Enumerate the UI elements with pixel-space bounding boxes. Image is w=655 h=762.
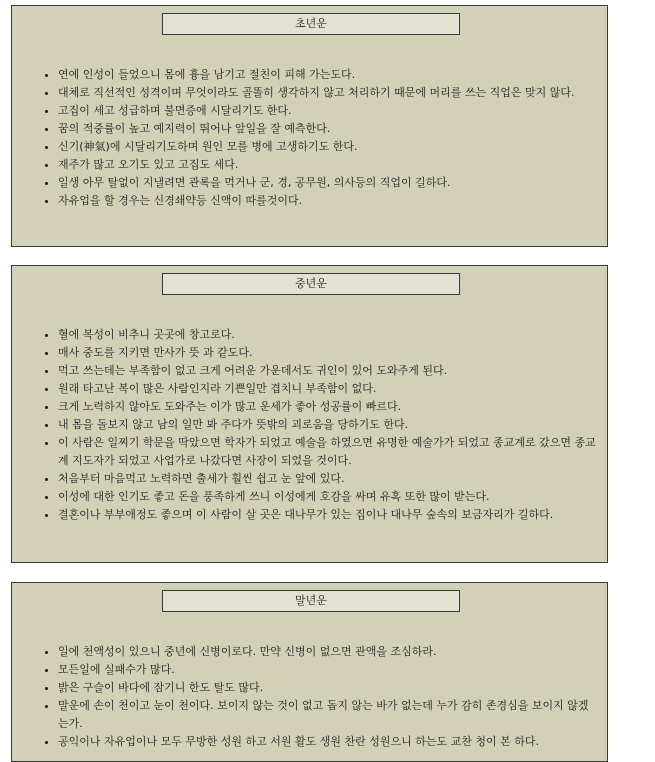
list-item: • 고집이 세고 성급하며 불면증에 시달리기도 한다. <box>58 102 599 120</box>
list-item: • 결혼이나 부부애정도 좋으며 이 사람이 살 곳은 대나무가 있는 집이나 대나무 숲속의 보금자리가 길하다. <box>58 506 599 524</box>
list-item: • 재주가 많고 오기도 있고 고집도 세다. <box>58 156 599 174</box>
section-early-fortune <box>11 5 608 247</box>
list-item: • 신기(神氣)에 시달리기도하며 원인 모를 병에 고생하기도 한다. <box>58 138 599 156</box>
list-item: • 매사 중도를 지키면 만사가 뜻 과 같도다. <box>58 344 599 362</box>
list-item: • 내 몸을 돌보지 않고 남의 일만 봐 주다가 뜻밖의 괴로움을 당하기도 한다. <box>58 416 599 434</box>
list-item: • 이 사람은 일찌기 학문을 딱았으면 학자가 되었고 예술을 하였으면 유명한 예술가가 되었고 종교계로 갔으면 종교계 지도자가 되었고 사업가로 나갔다면 사장이 되었을 것이다. <box>58 434 599 470</box>
list-item: • 처음부터 마음먹고 노력하면 출세가 훨씬 쉽고 눈 앞에 있다. <box>58 470 599 488</box>
list-item: • 혈에 복성이 비추니 곳곳에 창고로다. <box>58 326 599 344</box>
fortune-list <box>12 326 607 524</box>
list-item: • 일에 천액성이 있으니 중년에 신병이로다. 만약 신병이 없으면 관액을 조심하라. <box>58 643 599 661</box>
list-item: • 연에 인성이 들었으니 몸에 흉을 남기고 절친이 피해 가는도다. <box>58 66 599 84</box>
list-item: • 일생 아무 탈없이 지낼려면 관록을 먹거나 군, 경, 공무원, 의사등의 직업이 길하다. <box>58 174 599 192</box>
section-title: 말년운 <box>162 590 460 612</box>
list-item: • 원래 타고난 복이 많은 사람인지라 기쁜일만 겹치니 부족함이 없다. <box>58 380 599 398</box>
section-late-fortune <box>11 582 608 762</box>
section-title: 초년운 <box>162 13 460 35</box>
list-item: • 꿈의 적중률이 높고 예지력이 뛰어나 앞일을 잘 예측한다. <box>58 120 599 138</box>
list-item: • 말운에 손이 천이고 눈이 천이다. 보이지 않는 것이 없고 돕지 않는 바가 없는데 누가 감히 존경심을 보이지 않겠는가. <box>58 697 599 733</box>
list-item: • 공익이나 자유업이나 모두 무방한 성원 하고 서원 활도 생원 찬란 성원으니 하는도 교찬 청이 본 하다. <box>58 733 599 751</box>
list-item: • 밝은 구슬이 바다에 잠기니 한도 탈도 많다. <box>58 679 599 697</box>
fortune-list <box>12 66 607 210</box>
list-item: • 먹고 쓰는데는 부족함이 없고 크게 어려운 가운데서도 귀인이 있어 도와주게 된다. <box>58 362 599 380</box>
fortune-list <box>12 643 607 751</box>
list-item: • 모든일에 실패수가 많다. <box>58 661 599 679</box>
list-item: • 자유업을 할 경우는 신경쇄약등 신액이 따를것이다. <box>58 192 599 210</box>
section-middle-fortune <box>11 265 608 563</box>
section-title: 중년운 <box>162 273 460 295</box>
list-item: • 이성에 대한 인기도 좋고 돈을 풍족하게 쓰니 이성에게 호감을 싸며 유혹 또한 많이 받는다. <box>58 488 599 506</box>
list-item: • 크게 노력하지 않아도 도와주는 이가 많고 운세가 좋아 성공률이 빠르다. <box>58 398 599 416</box>
list-item: • 대체로 직선적인 성격이며 무엇이라도 골똘히 생각하지 않고 처리하기 때문에 머리를 쓰는 직업은 맞지 않다. <box>58 84 599 102</box>
